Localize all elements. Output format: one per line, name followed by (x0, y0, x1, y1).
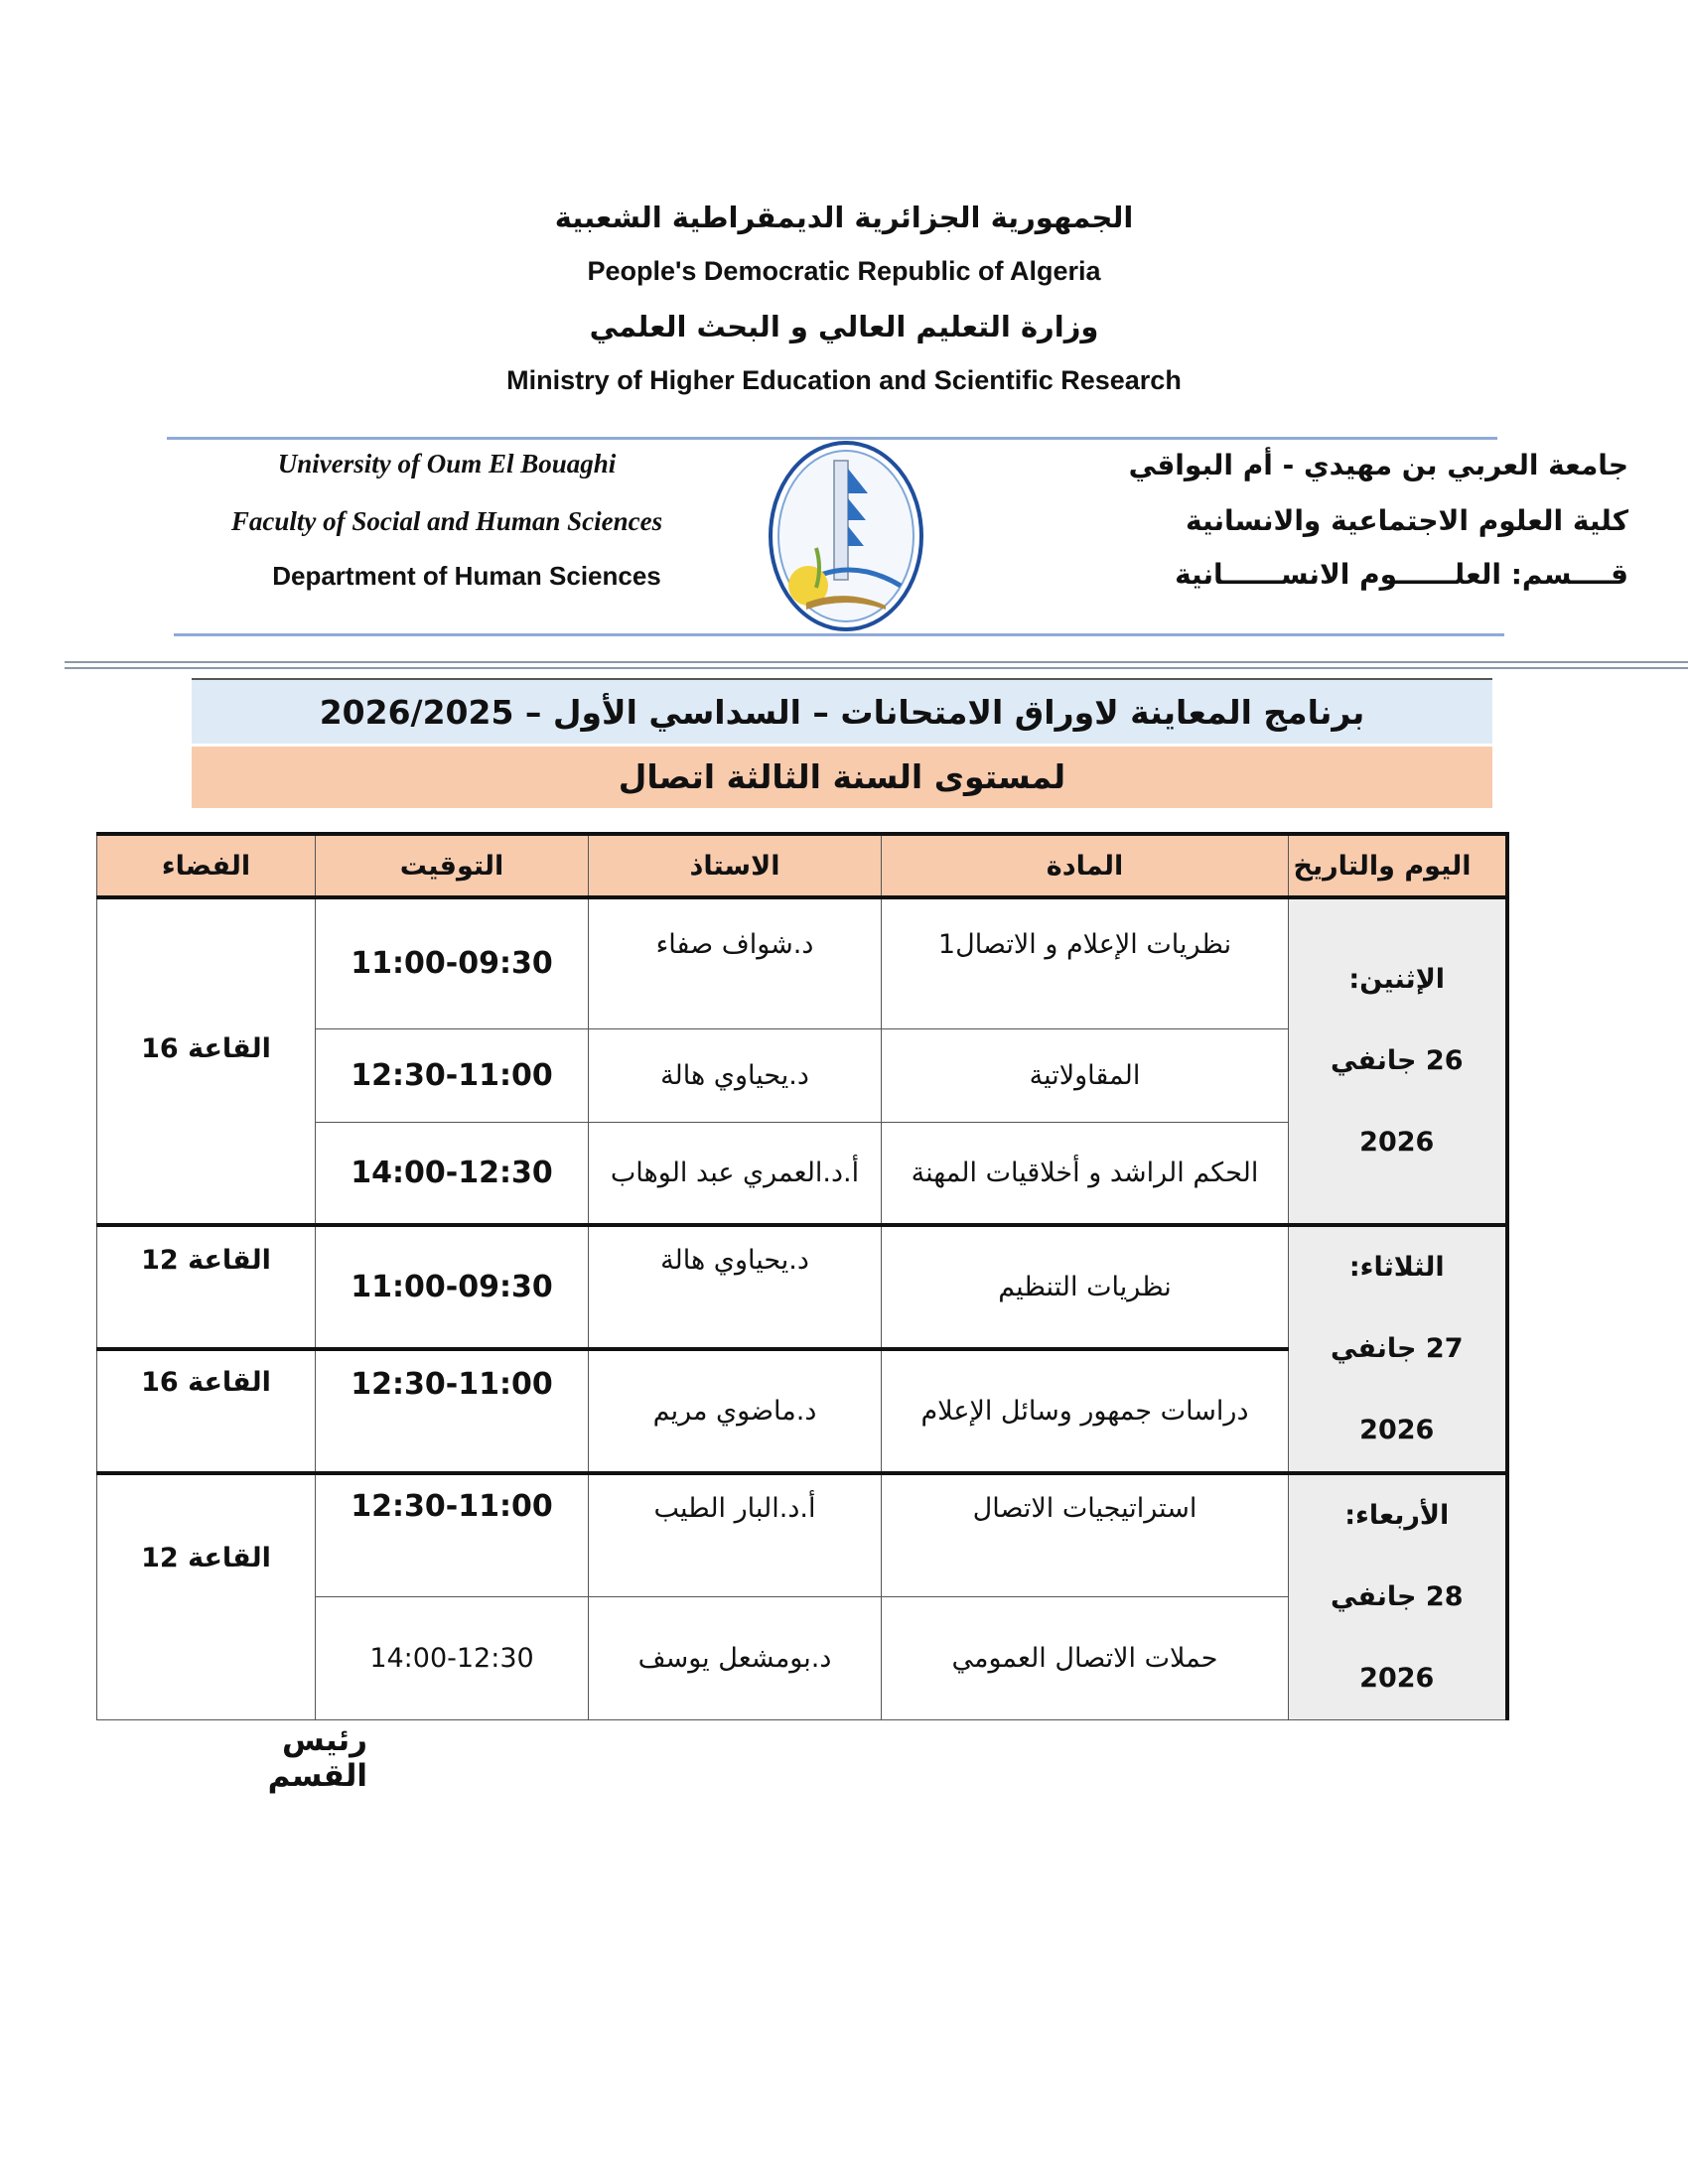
professor-cell: د.شواف صفاء (589, 897, 882, 1028)
table-header-row (97, 834, 1507, 897)
header-day: اليوم والتاريخ (1289, 834, 1507, 897)
room-cell: القاعة 16 (97, 1349, 316, 1473)
subject-cell: نظريات الإعلام و الاتصال1 (882, 897, 1289, 1028)
header-room: الفضاء (97, 834, 316, 897)
university-name-ar: جامعة العربي بن مهيدي - أم البواقي (1128, 449, 1628, 481)
time-cell: 12:30-11:00 (316, 1473, 589, 1596)
subject-cell: نظريات التنظيم (882, 1225, 1289, 1349)
professor-cell: د.بومشعل يوسف (589, 1596, 882, 1719)
day-date: 28 جانفي 2026 (1331, 1581, 1464, 1694)
time-cell: 11:00-09:30 (316, 1225, 589, 1349)
day-date: 27 جانفي 2026 (1331, 1333, 1464, 1445)
subject-cell: الحكم الراشد و أخلاقيات المهنة (882, 1122, 1289, 1225)
table-row (97, 897, 1507, 1028)
room-cell: القاعة 12 (97, 1225, 316, 1349)
level-title: لمستوى السنة الثالثة اتصال (192, 747, 1492, 808)
professor-cell: أ.د.العمري عبد الوهاب (589, 1122, 882, 1225)
time-cell: 12:30-11:00 (316, 1028, 589, 1122)
room-cell: القاعة 16 (97, 897, 316, 1225)
professor-cell: د.يحياوي هالة (589, 1225, 882, 1349)
time-cell: 14:00-12:30 (316, 1596, 589, 1719)
table-row (97, 1473, 1507, 1596)
time-cell: 12:30-11:00 (316, 1349, 589, 1473)
university-logo (767, 439, 925, 633)
table-row (97, 1225, 1507, 1349)
subject-cell: دراسات جمهور وسائل الإعلام (882, 1349, 1289, 1473)
ministry-name-en: Ministry of Higher Education and Scientific Research (506, 365, 1182, 395)
time-cell: 14:00-12:30 (316, 1122, 589, 1225)
day-name: الثلاثاء: (1348, 1252, 1445, 1283)
department-name-ar: قــــسم: العلــــــوم الانســــــانية (1175, 558, 1628, 591)
professor-cell: د.يحياوي هالة (589, 1028, 882, 1122)
day-date: 26 جانفي 2026 (1331, 1045, 1464, 1158)
separator-rule-2 (65, 667, 1688, 669)
subject-cell: حملات الاتصال العمومي (882, 1596, 1289, 1719)
professor-cell: أ.د.البار الطيب (589, 1473, 882, 1596)
schedule-table (96, 832, 1509, 1720)
faculty-name-ar: كلية العلوم الاجتماعية والانسانية (1186, 504, 1628, 537)
ministry-name-ar: وزارة التعليم العالي و البحث العلمي (589, 310, 1099, 343)
faculty-name-en: Faculty of Social and Human Sciences (230, 506, 663, 536)
header-professor: الاستاذ (589, 834, 882, 897)
day-cell-wednesday (1289, 1473, 1507, 1720)
subject-cell: استراتيجيات الاتصال (882, 1473, 1289, 1596)
day-cell-tuesday (1289, 1225, 1507, 1473)
separator-rule-1 (65, 661, 1688, 663)
day-cell-monday (1289, 897, 1507, 1225)
university-name-en: University of Oum El Bouaghi (277, 449, 617, 478)
day-name: الإثنين: (1348, 964, 1446, 995)
room-cell: القاعة 12 (97, 1473, 316, 1720)
subject-cell: المقاولاتية (882, 1028, 1289, 1122)
republic-name-ar: الجمهورية الجزائرية الديمقراطية الشعبية (554, 201, 1134, 234)
republic-name-en: People's Democratic Republic of Algeria (587, 256, 1101, 286)
signature-label: رئيس القسم (267, 1722, 367, 1794)
header-subject: المادة (882, 834, 1289, 897)
header-rule-bottom (174, 633, 1504, 636)
department-name-en: Department of Human Sciences (272, 561, 661, 591)
program-title: برنامج المعاينة لاوراق الامتحانات – السداسي الأول – 2026/2025 (192, 678, 1492, 744)
professor-cell: د.ماضوي مريم (589, 1349, 882, 1473)
header-time: التوقيت (316, 834, 589, 897)
day-name: الأربعاء: (1344, 1500, 1450, 1531)
time-cell: 11:00-09:30 (316, 897, 589, 1028)
